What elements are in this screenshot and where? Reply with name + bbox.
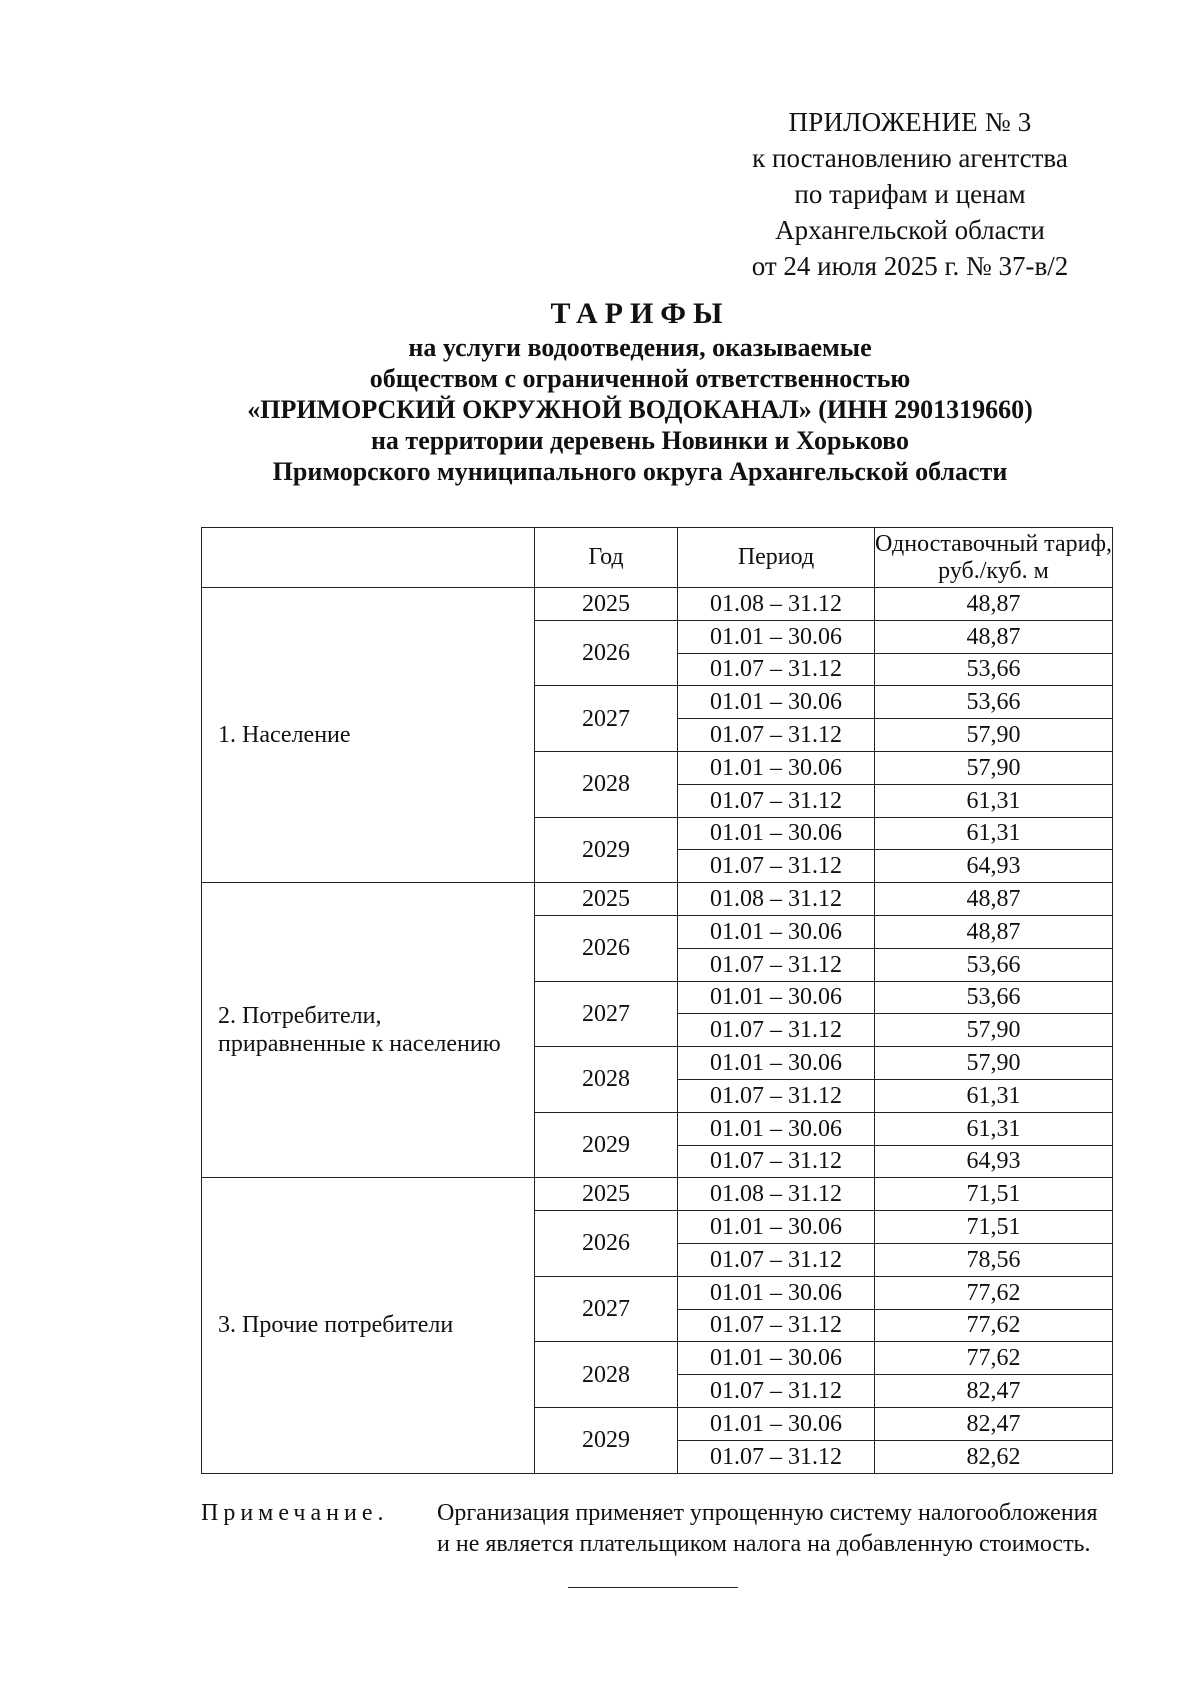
tariff-cell: 71,51 bbox=[875, 1178, 1113, 1211]
year-cell: 2025 bbox=[535, 883, 678, 916]
annex-line: к постановлению агентства bbox=[752, 143, 1068, 173]
period-cell: 01.01 – 30.06 bbox=[678, 686, 875, 719]
period-cell: 01.08 – 31.12 bbox=[678, 883, 875, 916]
group-label-cell bbox=[202, 883, 535, 1178]
tariff-cell: 53,66 bbox=[875, 686, 1113, 719]
period-cell: 01.01 – 30.06 bbox=[678, 817, 875, 850]
annex-line: от 24 июля 2025 г. № 37-в/2 bbox=[751, 251, 1069, 281]
tariff-cell: 64,93 bbox=[875, 1145, 1113, 1178]
tariff-cell: 61,31 bbox=[875, 817, 1113, 850]
period-cell: 01.07 – 31.12 bbox=[678, 1243, 875, 1276]
tariff-cell: 57,90 bbox=[875, 1047, 1113, 1080]
year-cell: 2028 bbox=[535, 1342, 678, 1408]
period-cell: 01.07 – 31.12 bbox=[678, 1309, 875, 1342]
period-cell: 01.07 – 31.12 bbox=[678, 653, 875, 686]
period-cell: 01.07 – 31.12 bbox=[678, 1145, 875, 1178]
year-cell: 2027 bbox=[535, 1276, 678, 1342]
title-line: «ПРИМОРСКИЙ ОКРУЖНОЙ ВОДОКАНАЛ» (ИНН 2901319660) bbox=[247, 395, 1033, 424]
note-text bbox=[437, 1498, 1117, 1560]
period-cell: 01.08 – 31.12 bbox=[678, 1178, 875, 1211]
year-cell: 2026 bbox=[535, 1211, 678, 1277]
period-cell: 01.07 – 31.12 bbox=[678, 1440, 875, 1473]
header-period: Период bbox=[678, 528, 875, 588]
tariff-cell: 61,31 bbox=[875, 1112, 1113, 1145]
period-cell: 01.01 – 30.06 bbox=[678, 1342, 875, 1375]
period-cell: 01.08 – 31.12 bbox=[678, 588, 875, 621]
tariff-cell: 53,66 bbox=[875, 981, 1113, 1014]
tariff-cell: 48,87 bbox=[875, 620, 1113, 653]
title-line: на территории деревень Новинки и Хорьково bbox=[370, 426, 910, 455]
table-row bbox=[202, 883, 1113, 916]
period-cell: 01.07 – 31.12 bbox=[678, 1375, 875, 1408]
note-line: Организация применяет упрощенную систему налогообложения bbox=[437, 1500, 1098, 1526]
annex-heading: ПРИЛОЖЕНИЕ № 3 bbox=[788, 107, 1032, 137]
year-cell: 2025 bbox=[535, 1178, 678, 1211]
period-cell: 01.01 – 30.06 bbox=[678, 1047, 875, 1080]
tariff-cell: 77,62 bbox=[875, 1276, 1113, 1309]
tariff-cell: 61,31 bbox=[875, 784, 1113, 817]
tariff-cell: 71,51 bbox=[875, 1211, 1113, 1244]
title-line: Приморского муниципального округа Архангельской области bbox=[272, 457, 1008, 486]
annex-line: Архангельской области bbox=[775, 215, 1045, 245]
tariff-cell: 82,47 bbox=[875, 1407, 1113, 1440]
note-line: и не является плательщиком налога на добавленную стоимость. bbox=[437, 1531, 1091, 1557]
period-cell: 01.01 – 30.06 bbox=[678, 1407, 875, 1440]
year-cell: 2026 bbox=[535, 620, 678, 686]
table-body bbox=[202, 588, 1113, 1474]
tariff-cell: 82,47 bbox=[875, 1375, 1113, 1408]
header-year: Год bbox=[535, 528, 678, 588]
header-tariff bbox=[875, 528, 1113, 588]
period-cell: 01.01 – 30.06 bbox=[678, 1276, 875, 1309]
group-label-cell bbox=[202, 588, 535, 883]
tariff-cell: 78,56 bbox=[875, 1243, 1113, 1276]
tariff-cell: 48,87 bbox=[875, 883, 1113, 916]
year-cell: 2026 bbox=[535, 915, 678, 981]
period-cell: 01.01 – 30.06 bbox=[678, 1112, 875, 1145]
table-row bbox=[202, 588, 1113, 621]
year-cell: 2028 bbox=[535, 1047, 678, 1113]
tariff-cell: 77,62 bbox=[875, 1309, 1113, 1342]
period-cell: 01.07 – 31.12 bbox=[678, 948, 875, 981]
tariff-cell: 77,62 bbox=[875, 1342, 1113, 1375]
tariff-cell: 57,90 bbox=[875, 751, 1113, 784]
table-header-row bbox=[202, 528, 1113, 588]
annex-line: по тарифам и ценам bbox=[794, 179, 1026, 209]
year-cell: 2029 bbox=[535, 817, 678, 883]
group-label-line: 1. Население bbox=[218, 722, 351, 749]
tariff-table bbox=[201, 527, 1113, 1474]
year-cell: 2025 bbox=[535, 588, 678, 621]
year-cell: 2027 bbox=[535, 686, 678, 752]
note-label: Примечание. bbox=[201, 1500, 389, 1526]
tariff-cell: 57,90 bbox=[875, 719, 1113, 752]
period-cell: 01.01 – 30.06 bbox=[678, 1211, 875, 1244]
tariff-cell: 53,66 bbox=[875, 653, 1113, 686]
year-cell: 2028 bbox=[535, 751, 678, 817]
period-cell: 01.07 – 31.12 bbox=[678, 1014, 875, 1047]
period-cell: 01.07 – 31.12 bbox=[678, 719, 875, 752]
year-cell: 2027 bbox=[535, 981, 678, 1047]
group-label-line: приравненные к населению bbox=[218, 1031, 501, 1058]
title-line: на услуги водоотведения, оказываемые bbox=[408, 333, 872, 362]
separator-line bbox=[568, 1587, 738, 1588]
tariff-cell: 57,90 bbox=[875, 1014, 1113, 1047]
period-cell: 01.07 – 31.12 bbox=[678, 1079, 875, 1112]
tariff-cell: 48,87 bbox=[875, 915, 1113, 948]
period-cell: 01.01 – 30.06 bbox=[678, 751, 875, 784]
title-line: обществом с ограниченной ответственностью bbox=[369, 364, 911, 393]
group-label-cell bbox=[202, 1178, 535, 1473]
tariff-cell: 61,31 bbox=[875, 1079, 1113, 1112]
tariff-cell: 82,62 bbox=[875, 1440, 1113, 1473]
document-title: ТАРИФЫ bbox=[550, 297, 730, 330]
header-group bbox=[202, 528, 535, 588]
tariff-cell: 64,93 bbox=[875, 850, 1113, 883]
year-cell: 2029 bbox=[535, 1112, 678, 1178]
period-cell: 01.07 – 31.12 bbox=[678, 850, 875, 883]
tariff-cell: 48,87 bbox=[875, 588, 1113, 621]
table-row bbox=[202, 1178, 1113, 1211]
tariff-cell: 53,66 bbox=[875, 948, 1113, 981]
header-tariff-line: Одноставочный тариф, bbox=[875, 530, 1113, 557]
period-cell: 01.01 – 30.06 bbox=[678, 981, 875, 1014]
period-cell: 01.01 – 30.06 bbox=[678, 620, 875, 653]
year-cell: 2029 bbox=[535, 1407, 678, 1473]
annex-block bbox=[700, 104, 1120, 284]
header-tariff-unit: руб./куб. м bbox=[938, 557, 1049, 584]
title-block bbox=[180, 296, 1100, 487]
period-cell: 01.07 – 31.12 bbox=[678, 784, 875, 817]
group-label-line: 2. Потребители, bbox=[218, 1003, 382, 1030]
period-cell: 01.01 – 30.06 bbox=[678, 915, 875, 948]
group-label-line: 3. Прочие потребители bbox=[218, 1312, 454, 1339]
